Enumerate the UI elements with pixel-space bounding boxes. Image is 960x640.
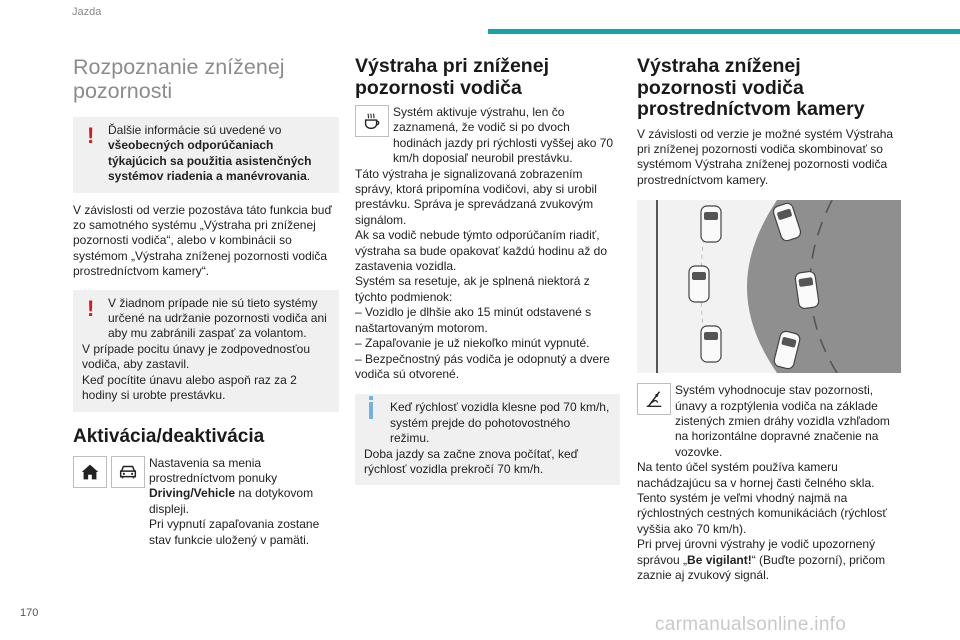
driver-alert-intro: Systém aktivuje výstrahu, len čo zaznamená, že vodič si po dvoch hodinách jazdy pri rýchlosti vyššej ako 70 km/h doposiaľ neurobil prestávku. [355, 105, 620, 167]
windshield-camera-icon [637, 383, 671, 415]
warning-icon: ! [87, 295, 95, 321]
section-title-driver-alert: Výstraha pri zníženej pozornosti vodiča [355, 55, 549, 99]
column-1 [73, 52, 339, 548]
list-item: – Zapaľovanie je už niekoľko minút vypnuté. [355, 336, 590, 351]
section-title-camera-alert: Výstraha zníženej pozornosti vodiča prostredníctvom kamery [637, 55, 865, 120]
section-title-activation: Aktivácia/deaktivácia [73, 425, 265, 447]
activation-block: Nastavenia sa menia prostredníctvom ponuky Driving/Vehicle na dotykovom displeji. Pri vypnutí zapaľovania zostane stav funkcie uložený v pamäti. [73, 456, 339, 548]
info-note-speed: Keď rýchlosť vozidla klesne pod 70 km/h, systém prejde do pohotovostného režimu. Doba jazdy sa začne znova počítať, keď rýchlosť vozidla prekročí 70 km/h. [355, 394, 620, 485]
home-icon [73, 456, 107, 488]
intro-paragraph: V závislosti od verzie pozostáva táto funkcia buď zo samotného systému „Výstraha pri zníženej pozornosti vodiča“, alebo v kombinácii so systémom „Výstraha zníženej pozornosti vodiča prostredníctvom kamery“. [73, 202, 332, 279]
page-number: 170 [20, 607, 39, 619]
coffee-cup-icon [355, 105, 389, 137]
camera-alert-description: Systém vyhodnocuje stav pozornosti, únavy a rozptýlenia vodiča na základe zistených zmien dráhy vozidla vzhľadom na horizontálne dopravné značenie na vozovke. [637, 383, 903, 460]
watermark: carmanualsonline.info [655, 614, 847, 635]
warning-note-general: ! Ďalšie informácie sú uvedené vo všeobecných odporúčaniach týkajúcich sa použitia asistenčných systémov riadenia a manévrovania. [73, 117, 339, 193]
list-item: – Bezpečnostný pás vodiča je odopnutý a dvere vodiča sú otvorené. [355, 351, 610, 381]
list-item: – Vozidlo je dlhšie ako 15 minút odstavené s naštartovaným motorom. [355, 305, 592, 335]
column-2: Výstraha pri zníženej pozornosti vodiča Systém aktivuje výstrahu, len čo zaznamená, že vodič si po dvoch hodinách jazdy pri rýchlosti vyššej ako 70 km/h doposiaľ neurobil prestávku. Táto výstraha je signalizovaná zobrazením správy, ktorá pripomína vodičovi, aby si urobil prestávku. Správa je sprevádzaná zvukovým signálom. Ak sa vodič nebude týmto odporúčaním riadiť, výstraha sa bude opakovať každú hodinu až do zastavenia vozidla. Systém sa resetuje, ak je splnená niektorá z týchto podmienok: – Vozidlo je dlhšie ako 15 minút odstavené s naštartovaným motorom. – Zapaľovanie je už niekoľko minút vypnuté. – Bezpečnostný pás vodiča je odopnutý a dvere vodiča sú otvorené. Keď rýchlosť vozidla klesne pod 70 km/h, systém prejde do pohotovostného režimu. Doba jazdy sa začne znova počítať, keď rýchlosť vozidla prekročí 70 km/h. [355, 52, 620, 495]
section-label: Jazda [72, 6, 102, 18]
lane-departure-illustration [637, 200, 901, 373]
header-accent-bar [488, 29, 960, 34]
warning-icon: ! [87, 123, 95, 148]
column-3: Výstraha zníženej pozornosti vodiča prostredníctvom kamery V závislosti od verzie je možné systém Výstraha pri zníženej pozornosti vodiča skombinovať so systémom Výstraha zníženej pozornosti vodiča prostredníctvom kamery. Systém vyhodnocuje stav pozornosti, únavy a rozptýlenia vodiča na základe zistených zmien dráhy vozidla vzhľadom na horizontálne dopravné značenie na vozovke. Na tento účel systém používa kameru nachádzajúcu sa v hornej časti čelného skla. Tento systém je veľmi vhodný najmä na rýchlostných cestných komunikáciách (rýchlosť vyššia ako 70 km/h). Pri prvej úrovni výstrahy je vodič upozornený správou „Be vigilant!“ (Buďte pozorní), pričom zaznie aj zvukový signál. [637, 52, 903, 583]
car-icon [111, 456, 145, 488]
warning-note-fatigue: ! V žiadnom prípade nie sú tieto systémy určené na udržanie pozornosti vodiča ani aby mu zabránili zaspať za volantom. V prípade pocitu únavy je zodpovednosťou vodiča, aby zastavil. Keď pocítite únavu alebo aspoň raz za 2 hodiny si urobte prestávku. [73, 290, 339, 412]
section-title-drowsiness: Rozpoznanie zníženej pozornosti [73, 55, 285, 103]
info-icon [369, 402, 373, 419]
